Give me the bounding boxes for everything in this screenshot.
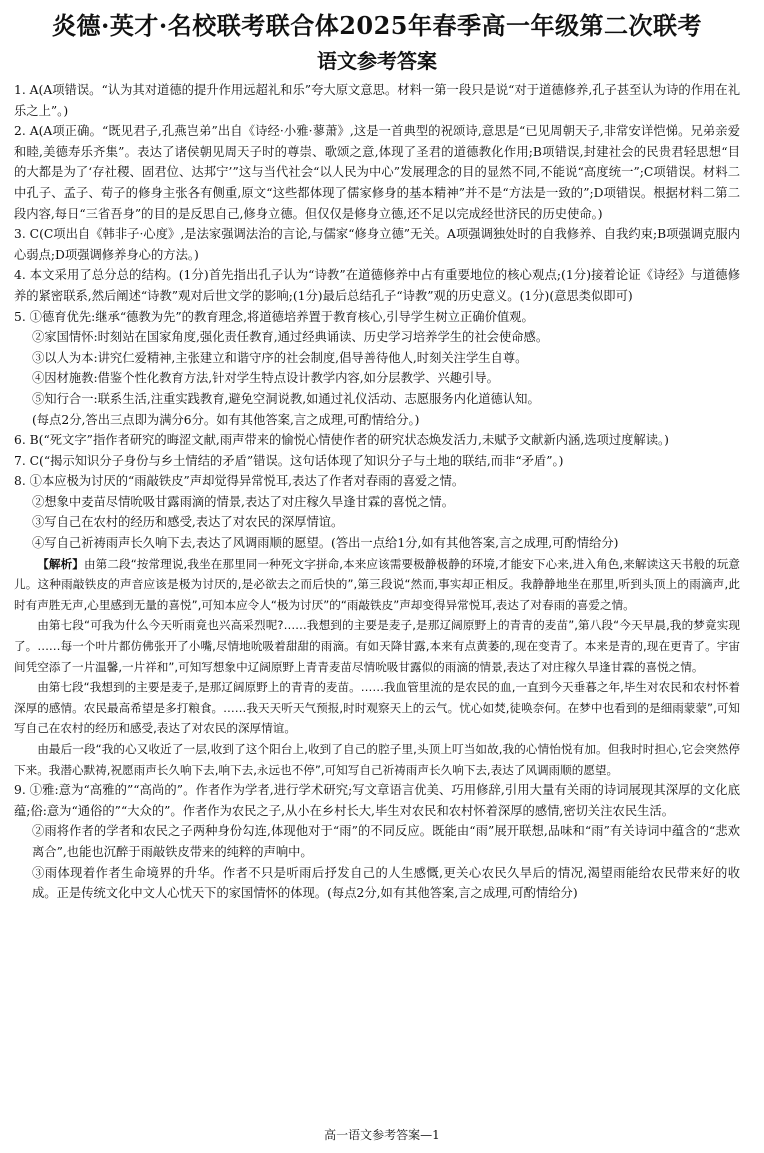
answer-q8-head: 8. ①本应极为讨厌的“雨敲铁皮”声却觉得异常悦耳,表达了作者对春雨的喜爱之情。 xyxy=(14,474,465,489)
analysis-paragraph: 由第七段“可我为什么今天听雨竟也兴高采烈呢?……我想到的主要是麦子,是那辽阔原野上的青青的麦苗”,第八段“今天早晨,我的梦竟实现了。……每一个叶片都仿佛张开了小嘴,尽情地吮吸着甜甜的雨滴。有如天降甘露,本来有点黄萎的,现在变青了。本来是青的,现在更青了。宇宙间凭空添了一片温馨,一片祥和”,可知写想象中辽阔原野上青青麦苗尽情吮吸甘露似的雨滴的情景,表达了对庄稼久旱逢甘霖的喜悦之情。 xyxy=(14,618,740,674)
exam-title: 炎德·英才·名校联考联合体2025年春季高一年级第二次联考 xyxy=(51,11,702,40)
answer-q9-head: 9. ①雅:意为“高雅的”“高尚的”。作者作为学者,进行学术研究;写文章语言优美、巧用修辞,引用大量有关雨的诗词展现其深厚的文化底蕴;俗:意为“通俗的”“大众的”。作者作为农民之子,从小在乡村长大,毕生对农民和农村怀着深厚的感情,密切关注农民生活。 xyxy=(14,783,740,818)
answer-q5-point: ⑤知行合一:联系生活,注重实践教育,避免空洞说教,如通过礼仪活动、志愿服务内化道德认知。 xyxy=(32,391,540,406)
answer-q8-point: ③写自己在农村的经历和感受,表达了对农民的深厚情谊。 xyxy=(32,515,344,530)
answer-body xyxy=(14,80,740,904)
answer-q5-scoring-note: (每点2分,答出三点即为满分6分。如有其他答案,言之成理,可酌情给分。) xyxy=(32,412,420,427)
analysis-section xyxy=(14,554,740,781)
answer-q2: 2. A(A项正确。“既见君子,孔燕岂弟”出自《诗经·小雅·蓼萧》,这是一首典型的祝颂诗,意思是“已见周朝天子,非常安详恺悌。兄弟亲爱和睦,美德寿乐齐集”。表达了诸侯朝见周天子时的尊崇、歌颂之意,体现了圣君的道德教化作用;B项错误,封建社会的民贵君轻思想“目的大都是为了‘存社稷、固君位、达邦宁’”这与当代社会“以人民为中心”发展理念的目的显然不同,不能说“高度统一”;C项错误。材料二中孔子、孟子、荀子的修身主张各有侧重,原文“这些都体现了儒家修身的基本精神”并不是“方法是一致的”;D项错误。根据材料二第二段内容,每日“三省吾身”的目的是反思自己,修身立德。但仅仅是修身立德,还不足以完成经世济民的历史使命。) xyxy=(14,124,740,221)
answer-q9-point: ③雨体现着作者生命境界的升华。作者不只是听雨后抒发自己的人生感慨,更关心农民久旱后的情况,渴望雨能给农民带来好的收成。正是传统文化中文人心忧天下的家国情怀的体现。(每点2分,如有其他答案,言之成理,可酌情给分) xyxy=(32,865,740,901)
answer-q5-point: ④因材施教:借鉴个性化教育方法,针对学生特点设计教学内容,如分层教学、兴趣引导。 xyxy=(32,371,499,386)
answer-q5-point: ②家国情怀:时刻站在国家角度,强化责任教育,通过经典诵读、历史学习培养学生的社会使命感。 xyxy=(32,330,549,345)
analysis-paragraph: 由最后一段“我的心又收近了一层,收到了这个阳台上,收到了自己的腔子里,头顶上叮当如故,我的心情怡悦有加。但我时时担心,它会突然停下来。我潜心默祷,祝愿雨声长久响下去,响下去,永远也不停”,可知写自己祈祷雨声长久响下去,表达了风调雨顺的愿望。 xyxy=(14,742,740,777)
answer-q7: 7. C(“揭示知识分子身份与乡土情结的矛盾”错误。这句话体现了知识分子与土地的联结,而非“矛盾”。) xyxy=(14,453,564,468)
document-subtitle: 语文参考答案 xyxy=(317,49,437,73)
page-footer: 高一语文参考答案—1 xyxy=(324,1128,440,1142)
analysis-paragraph xyxy=(14,554,740,616)
answer-q8-point: ②想象中麦苗尽情吮吸甘露雨滴的情景,表达了对庄稼久旱逢甘霖的喜悦之情。 xyxy=(32,494,455,509)
answer-q5-head: 5. ①德育优先:继承“德教为先”的教育理念,将道德培养置于教育核心,引导学生树立正确价值观。 xyxy=(14,309,534,324)
analysis-tag: 【解析】 xyxy=(37,556,84,571)
answer-q6: 6. B(“死文字”指作者研究的晦涩文献,雨声带来的愉悦心情使作者的研究状态焕发活力,未赋予文献新内涵,选项过度解读。) xyxy=(14,433,669,448)
answer-q5-point: ③以人为本:讲究仁爱精神,主张建立和谐守序的社会制度,倡导善待他人,时刻关注学生自尊。 xyxy=(32,350,528,365)
answer-q9-point: ②雨将作者的学者和农民之子两种身份勾连,体现他对于“雨”的不同反应。既能由“雨”展开联想,品味和“雨”有关诗词中蕴含的“悲欢离合”,也能也沉醉于雨敲铁皮带来的纯粹的声响中。 xyxy=(32,824,740,859)
answer-q8-point: ④写自己祈祷雨声长久响下去,表达了风调雨顺的愿望。(答出一点给1分,如有其他答案,言之成理,可酌情给分) xyxy=(32,536,619,551)
analysis-paragraph-text: 由第二段“按常理说,我坐在那里同一种死文字拼命,本来应该需要极静极静的环境,才能安下心来,进入角色,来解读这天书般的玩意儿。这种雨敲铁皮的声音应该是极为讨厌的,是必欲去之而后快的”,第三段说“然而,事实却正相反。我静静地坐在那里,听到头顶上的雨滴声,此时有声胜无声,心里感到无量的喜悦”,可知本应令人“极为讨厌”的“雨敲铁皮”声却变得异常悦耳,表达了对春雨的喜爱之情。 xyxy=(14,556,740,612)
answer-q1: 1. A(A项错误。“认为其对道德的提升作用远超礼和乐”夸大原文意思。材料一第一段只是说“对于道德修养,孔子甚至认为诗的作用在礼乐之上”。) xyxy=(14,83,740,118)
analysis-paragraph: 由第七段“我想到的主要是麦子,是那辽阔原野上的青青的麦苗。……我血管里流的是农民的血,一直到今天垂暮之年,毕生对农民和农村怀着深厚的感情。农民最高希望是多打粮食。……我天天听天气预报,时时观察天上的云气。忧心如焚,徒唤奈何。在梦中也看到的是细雨蒙蒙”,可知写自己在农村的经历和感受,表达了对农民的深厚情谊。 xyxy=(14,680,740,736)
answer-q3: 3. C(C项出自《韩非子·心度》,是法家强调法治的言论,与儒家“修身立德”无关。A项强调独处时的自我修养、自我约束;B项强调克服内心弱点;D项强调修养身心的方法。) xyxy=(14,227,740,262)
answer-q4: 4. 本文采用了总分总的结构。(1分)首先指出孔子认为“诗教”在道德修养中占有重要地位的核心观点;(1分)接着论证《诗经》与道德修养的紧密联系,然后阐述“诗教”观对后世文学的影响;(1分)最后总结孔子“诗教”观的历史意义。(1分)(意思类似即可) xyxy=(14,268,740,303)
